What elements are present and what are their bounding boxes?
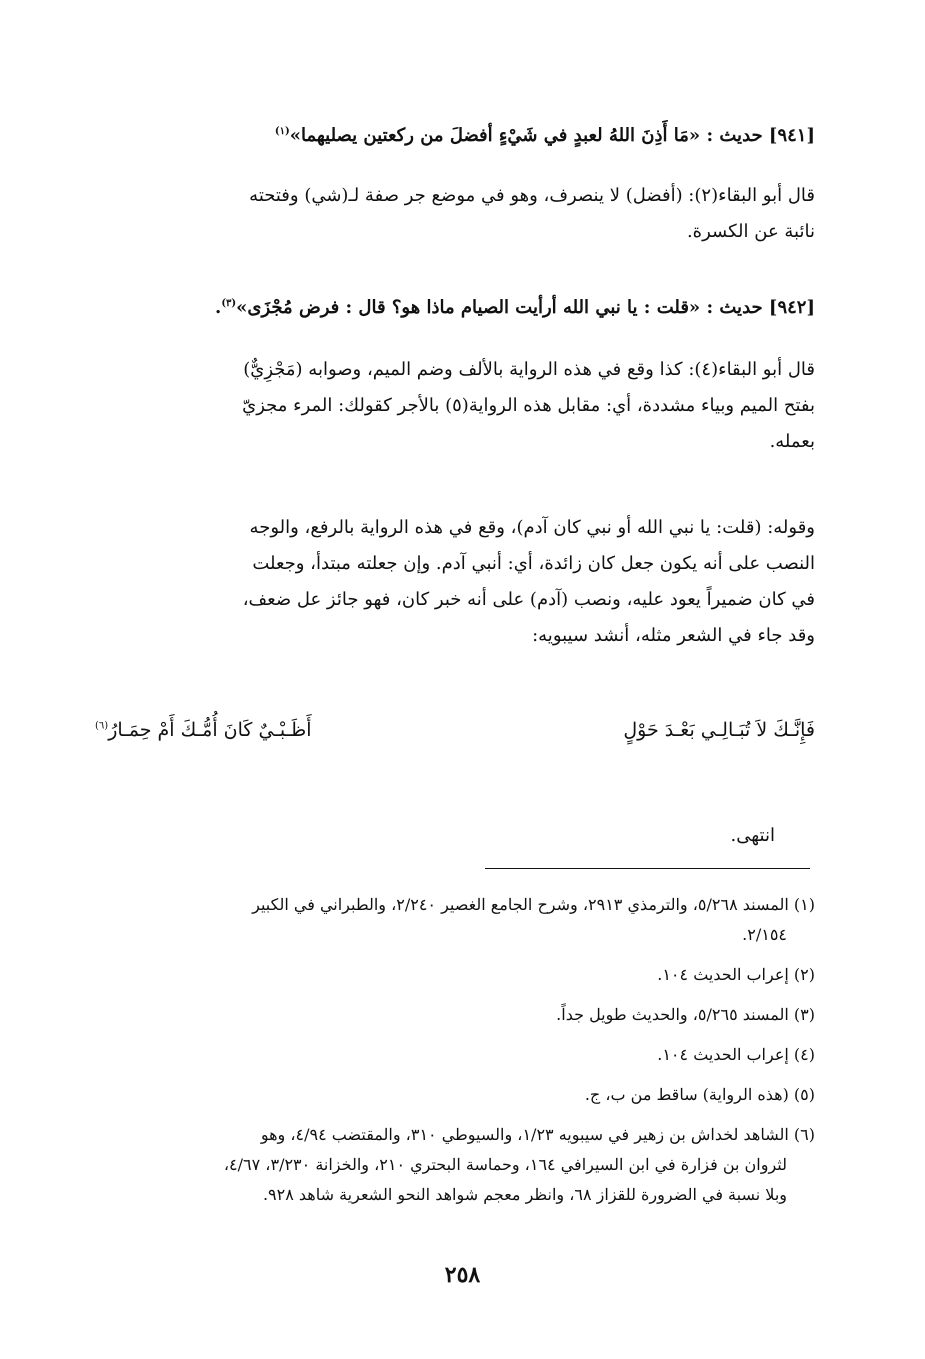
paragraph-line: بعمله. bbox=[769, 431, 815, 452]
footnote-ref: (١) bbox=[274, 126, 290, 137]
paragraph-line: وقوله: (قلت: يا نبي الله أو نبي كان آدم)، وقع في هذه الرواية بالرفع، والوجه bbox=[249, 517, 815, 538]
footnote-line: (٢) إعراب الحديث ١٠٤. bbox=[657, 965, 815, 984]
footnote-line: (٥) (هذه الرواية) ساقط من ب، ج. bbox=[584, 1085, 815, 1104]
paragraph-line: بفتح الميم وبياء مشددة، أي: مقابل هذه الرواية(٥) بالأجر كقولك: المرء مجزيّ bbox=[242, 395, 815, 416]
paragraph-line: في كان ضميراً يعود عليه، ونصب (آدم) على أنه خبر كان، فهو جائز عل ضعف، bbox=[242, 589, 815, 610]
commentary-paragraph-3 bbox=[95, 510, 815, 654]
footnote-ref: (٦) bbox=[95, 720, 109, 732]
commentary-paragraph-2 bbox=[95, 352, 815, 460]
paragraph-line: قال أبو البقاء(٤): كذا وقع في هذه الرواية بالألف وضم الميم، وصوابه (مَجْزِيٌّ) bbox=[243, 359, 815, 380]
footnote-3 bbox=[95, 1000, 815, 1030]
footnotes bbox=[95, 890, 815, 1220]
footnote-separator bbox=[485, 868, 810, 869]
hadith-942 bbox=[95, 290, 815, 326]
verse-first-hemistich: فَإِنَّـكَ لاَ تُبَـالِـي بَعْـدَ حَوْلٍ bbox=[623, 719, 815, 741]
footnote-4 bbox=[95, 1040, 815, 1070]
footnote-6 bbox=[95, 1120, 815, 1210]
hadith-941 bbox=[95, 118, 815, 154]
footnote-line: (٦) الشاهد لخداش بن زهير في سيبويه ١/٢٣، والسيوطي ٣١٠، والمقتضب ٤/٩٤، وهو bbox=[260, 1125, 815, 1144]
footnote-line: (١) المسند ٥/٢٦٨، والترمذي ٢٩١٣، وشرح الجامع الغصير ٢/٢٤٠، والطبراني في الكبير bbox=[252, 895, 815, 914]
footnote-line: (٤) إعراب الحديث ١٠٤. bbox=[657, 1045, 815, 1064]
footnote-5 bbox=[95, 1080, 815, 1110]
footnote-line: لثروان بن فزارة في ابن السيرافي ١٦٤، وحماسة البحتري ٢١٠، والخزانة ٣/٢٣٠، ٤/٦٧، bbox=[223, 1155, 787, 1174]
hadith-label: حديث : bbox=[706, 297, 763, 318]
paragraph-line: وقد جاء في الشعر مثله، أنشد سيبويه: bbox=[532, 625, 815, 646]
footnote-line: وبلا نسبة في الضرورة للقزاز ٦٨، وانظر معجم شواهد النحو الشعرية شاهد ٩٢٨. bbox=[262, 1185, 787, 1204]
footnote-2 bbox=[95, 960, 815, 990]
poetry-verse bbox=[95, 712, 815, 748]
hadith-label: حديث : bbox=[706, 125, 763, 146]
hadith-text: «قلت : يا نبي الله أرأيت الصيام ماذا هو؟ قال : فرض مُجْزَى» bbox=[236, 297, 701, 318]
paragraph-line: النصب على أنه يكون جعل كان زائدة، أي: أنبي آدم. وإن جعلته مبتدأ، وجعلت bbox=[252, 553, 815, 574]
hadith-end: . bbox=[215, 297, 222, 318]
verse-second-hemistich: أَظَـبْـيٌ كَانَ أُمُّـكَ أَمْ حِمَـارُ bbox=[108, 719, 312, 741]
paragraph-line: قال أبو البقاء(٢): (أفضل) لا ينصرف، وهو في موضع جر صفة لـ(شي) وفتحته bbox=[249, 185, 815, 206]
footnote-line: (٣) المسند ٥/٢٦٥، والحديث طويل جداً. bbox=[556, 1005, 815, 1024]
footnote-line: ٢/١٥٤. bbox=[742, 925, 787, 944]
hadith-number: [٩٤١] bbox=[768, 125, 815, 146]
footnote-1 bbox=[95, 890, 815, 950]
paragraph-line: نائبة عن الكسرة. bbox=[686, 221, 815, 242]
hadith-text: «مَا أَذِنَ اللهُ لعبدٍ في شَيْءٍ أفضلَ من ركعتين يصليهما» bbox=[289, 125, 701, 146]
page-number: ٢٥٨ bbox=[444, 1262, 481, 1288]
ending-text: انتهى. bbox=[730, 825, 775, 846]
footnote-ref: (٣) bbox=[221, 298, 237, 309]
hadith-number: [٩٤٢] bbox=[768, 297, 815, 318]
commentary-paragraph-1 bbox=[95, 178, 815, 250]
